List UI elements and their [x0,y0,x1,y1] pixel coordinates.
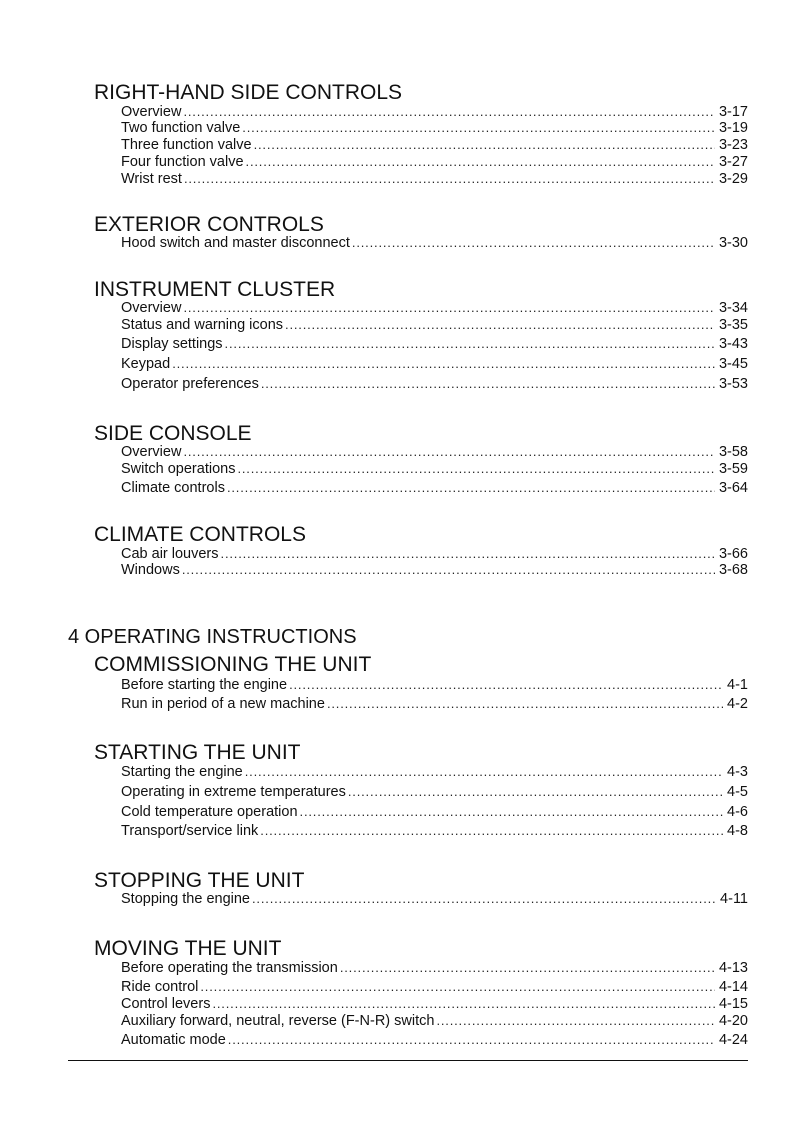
toc-entry-title: Control levers [121,996,211,1012]
section-heading-moving-the-unit: MOVING THE UNIT [94,937,282,960]
toc-entry[interactable] [121,890,748,908]
dot-leader [352,234,715,252]
dot-leader [184,170,715,188]
toc-entry-page: 3-30 [718,235,748,251]
toc-entry-page: 3-58 [718,444,748,460]
dot-leader [245,763,723,781]
toc-entry-page: 4-13 [718,960,748,976]
dot-leader [285,316,715,334]
toc-entry[interactable] [121,316,748,334]
dot-leader [261,375,715,393]
footer-rule [68,1060,748,1061]
toc-entry-title: Before operating the transmission [121,960,338,976]
toc-entry-page: 3-19 [718,120,748,136]
dot-leader [237,460,715,478]
toc-entry-page: 3-17 [718,104,748,120]
toc-entry[interactable] [121,822,748,840]
toc-entry[interactable] [121,136,748,154]
toc-entry[interactable] [121,479,748,497]
dot-leader [183,299,715,317]
toc-entry-page: 3-59 [718,461,748,477]
dot-leader [436,1012,715,1030]
toc-entry[interactable] [121,763,748,781]
section-heading-side-console: SIDE CONSOLE [94,422,252,445]
toc-entry-page: 4-3 [727,764,748,780]
toc-entry-title: Wrist rest [121,171,182,187]
toc-entry[interactable] [121,783,748,801]
toc-entry-page: 4-6 [727,804,748,820]
toc-entry-page: 3-53 [718,376,748,392]
toc-entry[interactable] [121,375,748,393]
toc-entry-page: 3-23 [718,137,748,153]
toc-entry[interactable] [121,1012,748,1030]
toc-entry[interactable] [121,676,748,694]
toc-entry-title: Starting the engine [121,764,243,780]
toc-entry-title: Stopping the engine [121,891,250,907]
toc-entry-title: Transport/service link [121,823,259,839]
dot-leader [300,803,724,821]
toc-entry[interactable] [121,335,748,353]
toc-entry-page: 3-66 [718,546,748,562]
toc-entry-page: 3-27 [718,154,748,170]
toc-entry[interactable] [121,443,748,461]
dot-leader [212,995,715,1013]
toc-entry[interactable] [121,299,748,317]
toc-entry-page: 3-34 [718,300,748,316]
toc-entry[interactable] [121,234,748,252]
dot-leader [246,153,715,171]
toc-entry-title: Cab air louvers [121,546,219,562]
toc-entry[interactable] [121,695,748,713]
dot-leader [172,355,715,373]
section-heading-commissioning-the-unit: COMMISSIONING THE UNIT [94,653,372,676]
toc-entry-page: 3-29 [718,171,748,187]
dot-leader [348,783,723,801]
toc-entry[interactable] [121,803,748,821]
toc-entry-page: 4-14 [718,979,748,995]
toc-entry[interactable] [121,995,748,1013]
dot-leader [252,890,716,908]
toc-entry-page: 3-43 [718,336,748,352]
toc-entry-title: Two function valve [121,120,241,136]
toc-entry[interactable] [121,959,748,977]
dot-leader [182,561,715,579]
dot-leader [340,959,715,977]
dot-leader [183,443,715,461]
toc-entry[interactable] [121,170,748,188]
toc-entry-title: Four function valve [121,154,244,170]
toc-entry-title: Before starting the engine [121,677,288,693]
toc-entry[interactable] [121,355,748,373]
dot-leader [254,136,715,154]
toc-entry-title: Switch operations [121,461,236,477]
dot-leader [200,978,715,996]
section-heading-stopping-the-unit: STOPPING THE UNIT [94,869,305,892]
toc-entry-page: 4-1 [727,677,748,693]
toc-entry-title: Automatic mode [121,1032,226,1048]
toc-entry-title: Overview [121,444,182,460]
toc-entry-page: 4-11 [720,891,748,907]
toc-entry-title: Three function valve [121,137,252,153]
toc-entry-title: Overview [121,104,182,120]
toc-entry-title: Hood switch and master disconnect [121,235,350,251]
toc-entry-title: Auxiliary forward, neutral, reverse (F-N-R) switch [121,1013,435,1029]
toc-entry[interactable] [121,978,748,996]
dot-leader [327,695,723,713]
toc-entry[interactable] [121,153,748,171]
toc-entry-title: Operator preferences [121,376,259,392]
toc-entry-page: 4-5 [727,784,748,800]
toc-entry-title: Status and warning icons [121,317,284,333]
dot-leader [228,1031,715,1049]
toc-entry-page: 4-8 [727,823,748,839]
toc-entry-page: 3-68 [718,562,748,578]
toc-entry-page: 3-45 [718,356,748,372]
toc-entry-page: 4-20 [718,1013,748,1029]
dot-leader [242,119,715,137]
toc-entry[interactable] [121,460,748,478]
toc-entry-page: 4-2 [727,696,748,712]
toc-entry[interactable] [121,1031,748,1049]
section-heading-instrument-cluster: INSTRUMENT CLUSTER [94,278,336,301]
dot-leader [227,479,715,497]
dot-leader [289,676,723,694]
toc-entry-page: 3-64 [718,480,748,496]
section-heading-climate-controls: CLIMATE CONTROLS [94,523,306,546]
toc-entry-title: Keypad [121,356,171,372]
toc-entry-title: Overview [121,300,182,316]
dot-leader [225,335,715,353]
chapter-heading: 4 OPERATING INSTRUCTIONS [68,626,357,648]
toc-entry-title: Windows [121,562,180,578]
toc-entry-page: 4-15 [718,996,748,1012]
section-heading-right-hand-side-controls: RIGHT-HAND SIDE CONTROLS [94,81,403,104]
toc-entry-title: Ride control [121,979,199,995]
section-heading-starting-the-unit: STARTING THE UNIT [94,741,301,764]
toc-entry-page: 3-35 [718,317,748,333]
toc-entry[interactable] [121,119,748,137]
toc-entry-page: 4-24 [718,1032,748,1048]
toc-entry-title: Operating in extreme temperatures [121,784,346,800]
toc-entry[interactable] [121,561,748,579]
toc-entry-title: Run in period of a new machine [121,696,325,712]
toc-entry-title: Cold temperature operation [121,804,298,820]
toc-entry-title: Climate controls [121,480,225,496]
toc-entry-title: Display settings [121,336,223,352]
section-heading-exterior-controls: EXTERIOR CONTROLS [94,213,324,236]
dot-leader [260,822,723,840]
